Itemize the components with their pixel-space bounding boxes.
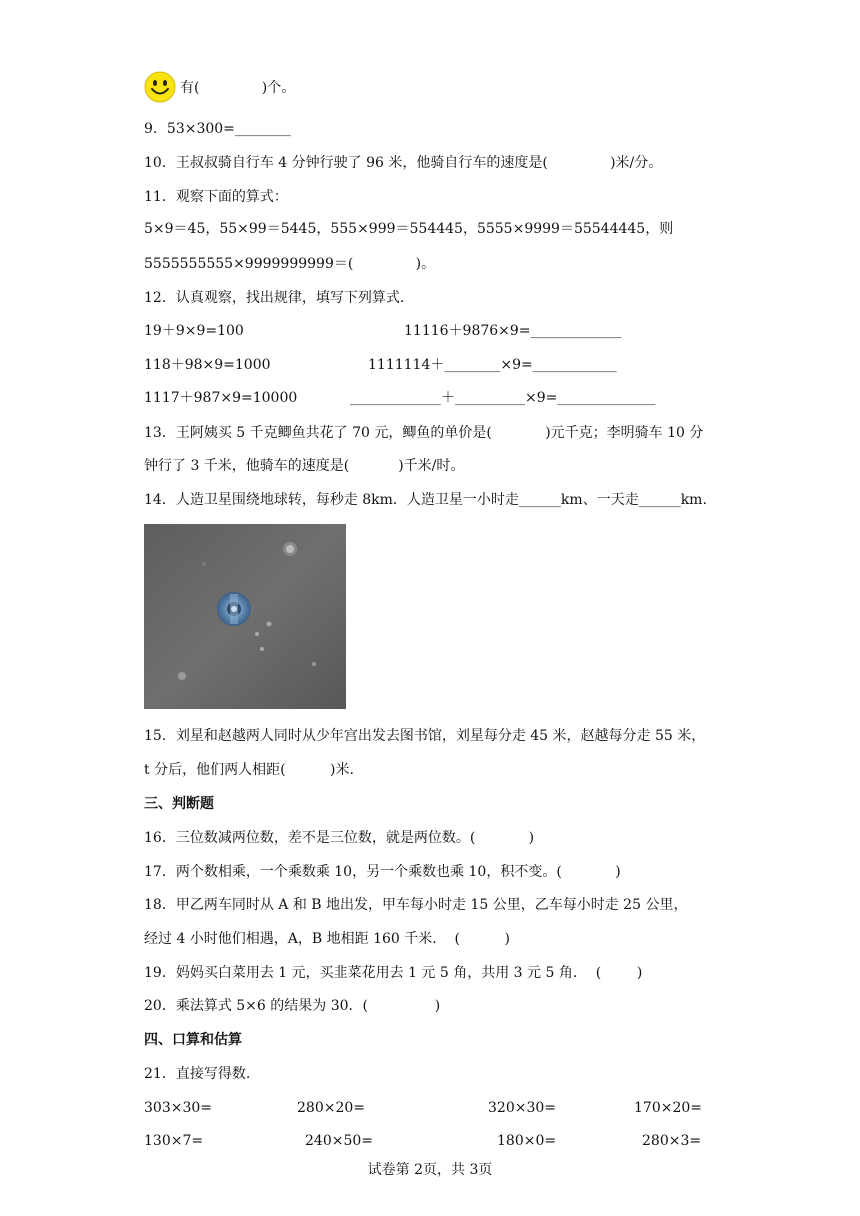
q18-line2: 经过 4 小时他们相遇，A，B 地相距 160 千米. ( ) [144,931,510,947]
q21-r2-c2: 240×50= [305,1133,373,1149]
q12-row2-right: 1111114＋________×9=____________ [368,357,617,373]
smiley-face-icon [144,71,176,103]
q12-row1-left: 19＋9×9=100 [144,323,244,339]
q21-r2-c1: 130×7= [144,1133,204,1149]
q11-line2: 5555555555×9999999999＝( )。 [144,256,436,272]
q10-text: 10．王叔叔骑自行车 4 分钟行驶了 96 米，他骑自行车的速度是( )米/分。 [144,155,663,171]
q19-text: 19．妈妈买白菜用去 1 元，买韭菜花用去 1 元 5 角，共用 3 元 5 角． ( ) [144,965,643,981]
q8-text: 有( )个。 [180,80,296,96]
q21-r2-c3: 180×0= [497,1133,557,1149]
q15-line2: t 分后，他们两人相距( )米. [144,762,354,778]
q12-row3-right: _____________＋__________×9=______________ [350,390,656,406]
q16-text: 16．三位数减两位数，差不是三位数，就是两位数。( ) [144,830,535,846]
q21-r1-c3: 320×30= [488,1100,556,1116]
page-footer: 试卷第 2页，共 3页 [367,1162,493,1178]
q21-r1-c4: 170×20= [634,1100,702,1116]
q17-text: 17．两个数相乘，一个乘数乘 10，另一个乘数也乘 10，积不变。( ) [144,864,621,880]
q21-title: 21．直接写得数. [144,1066,251,1082]
q13-line2: 钟行了 3 千米，他骑车的速度是( )千米/时。 [144,458,465,474]
q13-line1: 13．王阿姨买 5 千克鲫鱼共花了 70 元，鲫鱼的单价是( )元千克；李明骑车 10 分 [144,425,704,441]
q20-text: 20．乘法算式 5×6 的结果为 30．( ) [144,998,441,1014]
q18-line1: 18．甲乙两车同时从 A 和 B 地出发，甲车每小时走 15 公里，乙车每小时走 25 公里， [144,897,688,913]
q12-row2-left: 118＋98×9=1000 [144,357,271,373]
q21-r1-c1: 303×30= [144,1100,212,1116]
q11-line1: 5×9＝45，55×99＝5445，555×999＝554445，5555×9999＝55544445，则 [144,221,674,237]
section-3-heading: 三、判断题 [144,796,214,812]
q9-text: 9．53×300=________ [144,121,291,137]
q12-row3-left: 1117＋987×9=10000 [144,390,298,406]
q14-text: 14．人造卫星围绕地球转，每秒走 8km．人造卫星一小时走______km、一天走______km. [144,492,707,508]
q15-line1: 15．刘星和赵越两人同时从少年宫出发去图书馆，刘星每分走 45 米，赵越每分走 55 米， [144,728,706,744]
q11-title: 11．观察下面的算式： [144,189,288,205]
q21-r2-c4: 280×3= [642,1133,702,1149]
q12-row1-right: 11116＋9876×9=_____________ [404,323,622,339]
satellite-photo [144,524,346,709]
q12-title: 12．认真观察，找出规律，填写下列算式. [144,290,405,306]
section-4-heading: 四、口算和估算 [144,1032,242,1048]
q21-r1-c2: 280×20= [297,1100,365,1116]
